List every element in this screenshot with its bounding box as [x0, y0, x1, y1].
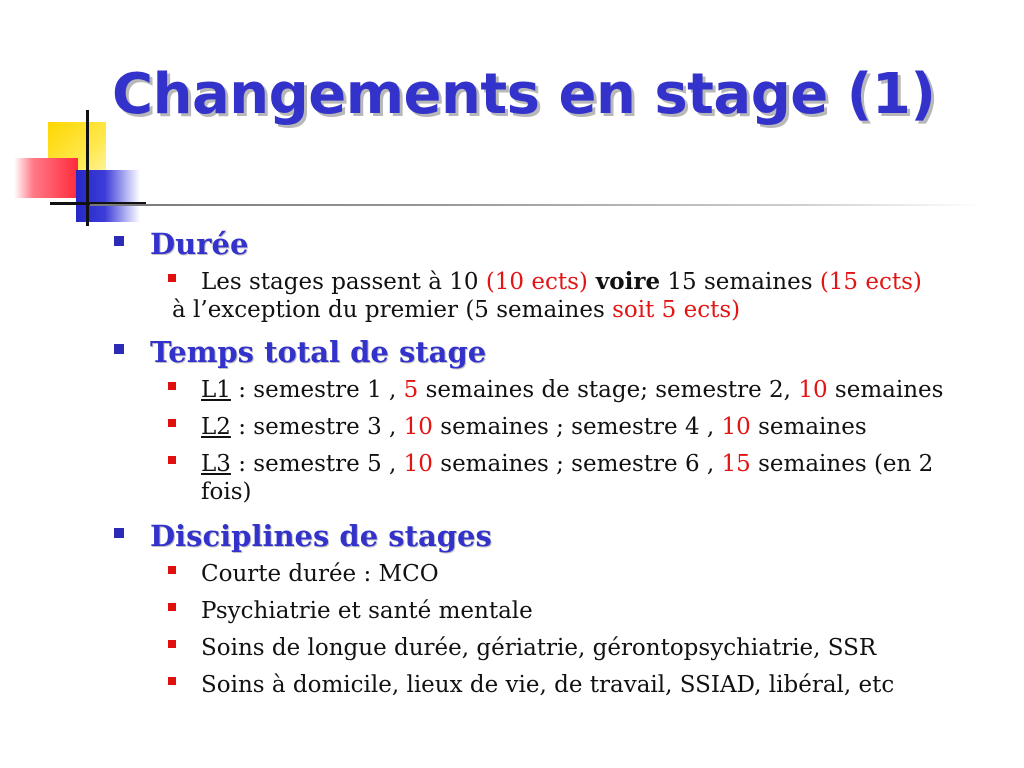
square-bullet-icon [168, 677, 176, 685]
square-bullet-icon [114, 528, 124, 538]
list-item: Psychiatrie et santé mentale [168, 597, 990, 625]
list-item-l3: L3 : semestre 5 , 10 semaines ; semestre 6 , 15 semaines (en 2 fois) [168, 450, 990, 506]
square-bullet-icon [114, 344, 124, 354]
title-divider [90, 204, 980, 206]
square-bullet-icon [168, 456, 176, 464]
list-item-l2: L2 : semestre 3 , 10 semaines ; semestre 4 , 10 semaines [168, 413, 990, 441]
list-item-continuation: à l’exception du premier (5 semaines soit 5 ects) [172, 297, 741, 323]
list-item: Soins de longue durée, gériatrie, gérontopsychiatrie, SSR [168, 634, 990, 662]
slide-title: Changements en stage (1) [112, 62, 936, 127]
square-bullet-icon [168, 566, 176, 574]
square-bullet-icon [168, 419, 176, 427]
slide-body [110, 224, 990, 708]
list-item-l1: L1 : semestre 1 , 5 semaines de stage; semestre 2, 10 semaines [168, 376, 990, 404]
list-item: Courte durée : MCO [168, 560, 990, 588]
logo-red-square [14, 158, 78, 198]
list-item: Soins à domicile, lieux de vie, de travail, SSIAD, libéral, etc [168, 671, 990, 699]
logo-vertical-line [86, 110, 89, 226]
square-bullet-icon [168, 640, 176, 648]
section-heading-disciplines: Disciplines de stages [110, 516, 990, 556]
square-bullet-icon [114, 236, 124, 246]
section-heading-duree: Durée [110, 224, 990, 264]
square-bullet-icon [168, 274, 176, 282]
list-item: Les stages passent à 10 (10 ects) voire 15 semaines (15 ects) [168, 268, 990, 296]
section-heading-temps-total: Temps total de stage [110, 332, 990, 372]
square-bullet-icon [168, 382, 176, 390]
square-bullet-icon [168, 603, 176, 611]
